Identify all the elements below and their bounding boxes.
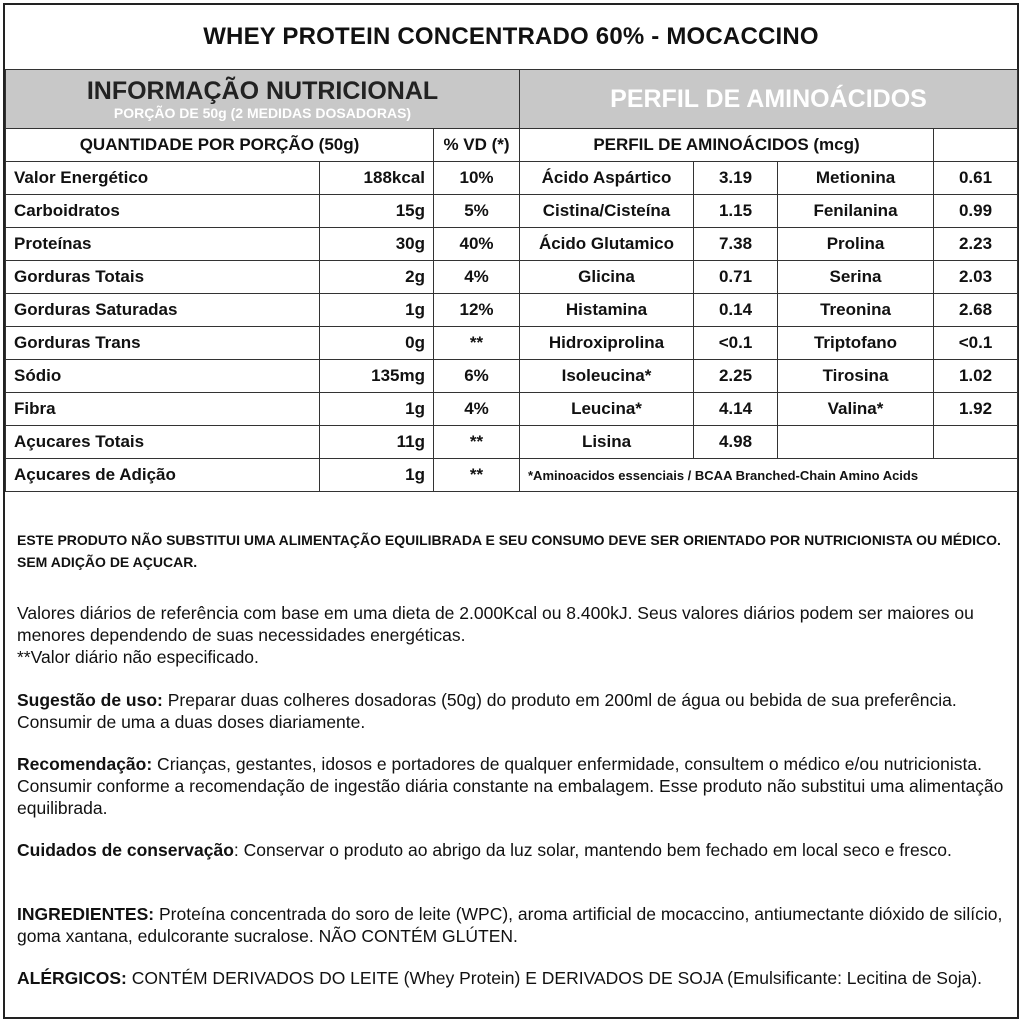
nutrient-name: Gorduras Saturadas [6, 294, 320, 327]
nutrient-vd: ** [434, 426, 520, 459]
table-row [6, 261, 1018, 294]
amino-value: 4.14 [694, 393, 778, 426]
amino-name: Leucina* [520, 393, 694, 426]
table-row [6, 228, 1018, 261]
nutrient-name: Gorduras Totais [6, 261, 320, 294]
usage-block [17, 689, 1007, 733]
daily-values-block [17, 602, 1007, 668]
nutrition-heading-cell [6, 70, 520, 129]
nutrient-qty: 188kcal [320, 162, 434, 195]
amino-value [934, 426, 1018, 459]
amino-value: 2.68 [934, 294, 1018, 327]
nutrient-vd: ** [434, 459, 520, 492]
amino-subheader: PERFIL DE AMINOÁCIDOS (mcg) [520, 129, 934, 162]
nutrient-qty: 0g [320, 327, 434, 360]
label-frame [3, 3, 1019, 1019]
nutrient-vd: 4% [434, 393, 520, 426]
nutrient-qty: 15g [320, 195, 434, 228]
nutrient-qty: 135mg [320, 360, 434, 393]
allergens-block [17, 967, 1007, 989]
amino-heading: PERFIL DE AMINOÁCIDOS [520, 70, 1018, 129]
allergens-text: CONTÉM DERIVADOS DO LEITE (Whey Protein) E DERIVADOS DE SOJA (Emulsificante: Lecitina de Soja). [126, 968, 983, 988]
amino-value: 2.23 [934, 228, 1018, 261]
table-row [6, 162, 1018, 195]
qty-header: QUANTIDADE POR PORÇÃO (50g) [6, 129, 434, 162]
nutrient-qty: 11g [320, 426, 434, 459]
nutrient-vd: 5% [434, 195, 520, 228]
amino-name: Serina [778, 261, 934, 294]
amino-value: 2.03 [934, 261, 1018, 294]
amino-name: Metionina [778, 162, 934, 195]
nutrition-table [5, 69, 1018, 492]
amino-value: 3.19 [694, 162, 778, 195]
nutrient-vd: 40% [434, 228, 520, 261]
amino-name: Histamina [520, 294, 694, 327]
amino-name: Lisina [520, 426, 694, 459]
recommendation-block [17, 753, 1007, 819]
nutrient-name: Sódio [6, 360, 320, 393]
amino-subheader-blank [934, 129, 1018, 162]
amino-name: Ácido Aspártico [520, 162, 694, 195]
nutrient-name: Valor Energético [6, 162, 320, 195]
table-row [6, 294, 1018, 327]
nutrient-qty: 30g [320, 228, 434, 261]
nutrient-name: Açucares Totais [6, 426, 320, 459]
table-row [6, 360, 1018, 393]
amino-name: Valina* [778, 393, 934, 426]
table-row [6, 426, 1018, 459]
ingredients-block [17, 903, 1007, 947]
nutrient-name: Carboidratos [6, 195, 320, 228]
product-title: WHEY PROTEIN CONCENTRADO 60% - MOCACCINO [5, 5, 1017, 71]
ingredients-label: INGREDIENTES: [17, 904, 155, 924]
nutrient-name: Gorduras Trans [6, 327, 320, 360]
conservation-label: Cuidados de conservação [17, 840, 234, 860]
nutrient-qty: 1g [320, 393, 434, 426]
daily-values-text: Valores diários de referência com base em uma dieta de 2.000Kcal ou 8.400kJ. Seus valores diários podem ser maiores ou menores dependendo de suas necessidades energéticas. [17, 603, 974, 645]
conservation-block [17, 839, 1007, 861]
vd-header: % VD (*) [434, 129, 520, 162]
amino-name: Tirosina [778, 360, 934, 393]
nutrient-vd: 12% [434, 294, 520, 327]
nutrient-vd: ** [434, 327, 520, 360]
nutrient-name: Fibra [6, 393, 320, 426]
amino-footnote: *Aminoacidos essenciais / BCAA Branched-Chain Amino Acids [520, 459, 1018, 492]
amino-name: Hidroxiprolina [520, 327, 694, 360]
usage-label: Sugestão de uso: [17, 690, 163, 710]
amino-value: 0.61 [934, 162, 1018, 195]
table-row [6, 459, 1018, 492]
amino-value: 1.92 [934, 393, 1018, 426]
nutrient-name: Açucares de Adição [6, 459, 320, 492]
table-row [6, 195, 1018, 228]
usage-text: Preparar duas colheres dosadoras (50g) do produto em 200ml de água ou bebida de sua preferência. Consumir de uma a duas doses diariamente. [17, 690, 957, 732]
ingredients-text: Proteína concentrada do soro de leite (WPC), aroma artificial de mocaccino, antiumectante dióxido de silício, goma xantana, edulcorante sucralose. NÃO CONTÉM GLÚTEN. [17, 904, 1003, 946]
nutrition-heading: INFORMAÇÃO NUTRICIONAL [86, 77, 439, 105]
nutrient-vd: 10% [434, 162, 520, 195]
portion-text: PORÇÃO DE 50g (2 MEDIDAS DOSADORAS) [113, 105, 412, 121]
amino-name: Glicina [520, 261, 694, 294]
amino-name: Fenilanina [778, 195, 934, 228]
amino-value: <0.1 [934, 327, 1018, 360]
table-row [6, 393, 1018, 426]
recommendation-label: Recomendação: [17, 754, 153, 774]
amino-name: Prolina [778, 228, 934, 261]
nutrient-qty: 1g [320, 459, 434, 492]
amino-value: 2.25 [694, 360, 778, 393]
allergens-label: ALÉRGICOS: [17, 968, 127, 988]
amino-name: Treonina [778, 294, 934, 327]
amino-value: 7.38 [694, 228, 778, 261]
amino-value: 0.99 [934, 195, 1018, 228]
nutrient-name: Proteínas [6, 228, 320, 261]
warning-text: ESTE PRODUTO NÃO SUBSTITUI UMA ALIMENTAÇÃO EQUILIBRADA E SEU CONSUMO DEVE SER ORIENTADO POR NUTRICIONISTA OU MÉDICO. SEM ADIÇÃO DE AÇUCAR. [17, 532, 1001, 570]
conservation-text: : Conservar o produto ao abrigo da luz solar, mantendo bem fechado em local seco e fresco. [233, 840, 952, 860]
amino-value: 0.14 [694, 294, 778, 327]
amino-value: 1.15 [694, 195, 778, 228]
daily-values-note: **Valor diário não especificado. [17, 647, 259, 667]
amino-value: 1.02 [934, 360, 1018, 393]
recommendation-text: Crianças, gestantes, idosos e portadores de qualquer enfermidade, consultem o médico e/ou nutricionista. Consumir conforme a recomendação de ingestão diária constante na embalagem. Esse produto não substitui uma alimentação equilibrada. [17, 754, 1004, 818]
table-row [6, 327, 1018, 360]
amino-value: <0.1 [694, 327, 778, 360]
amino-name: Cistina/Cisteína [520, 195, 694, 228]
amino-name: Ácido Glutamico [520, 228, 694, 261]
nutrient-vd: 6% [434, 360, 520, 393]
amino-name: Isoleucina* [520, 360, 694, 393]
amino-value: 0.71 [694, 261, 778, 294]
amino-name [778, 426, 934, 459]
amino-value: 4.98 [694, 426, 778, 459]
amino-name: Triptofano [778, 327, 934, 360]
nutrient-vd: 4% [434, 261, 520, 294]
nutrient-qty: 1g [320, 294, 434, 327]
nutrient-qty: 2g [320, 261, 434, 294]
